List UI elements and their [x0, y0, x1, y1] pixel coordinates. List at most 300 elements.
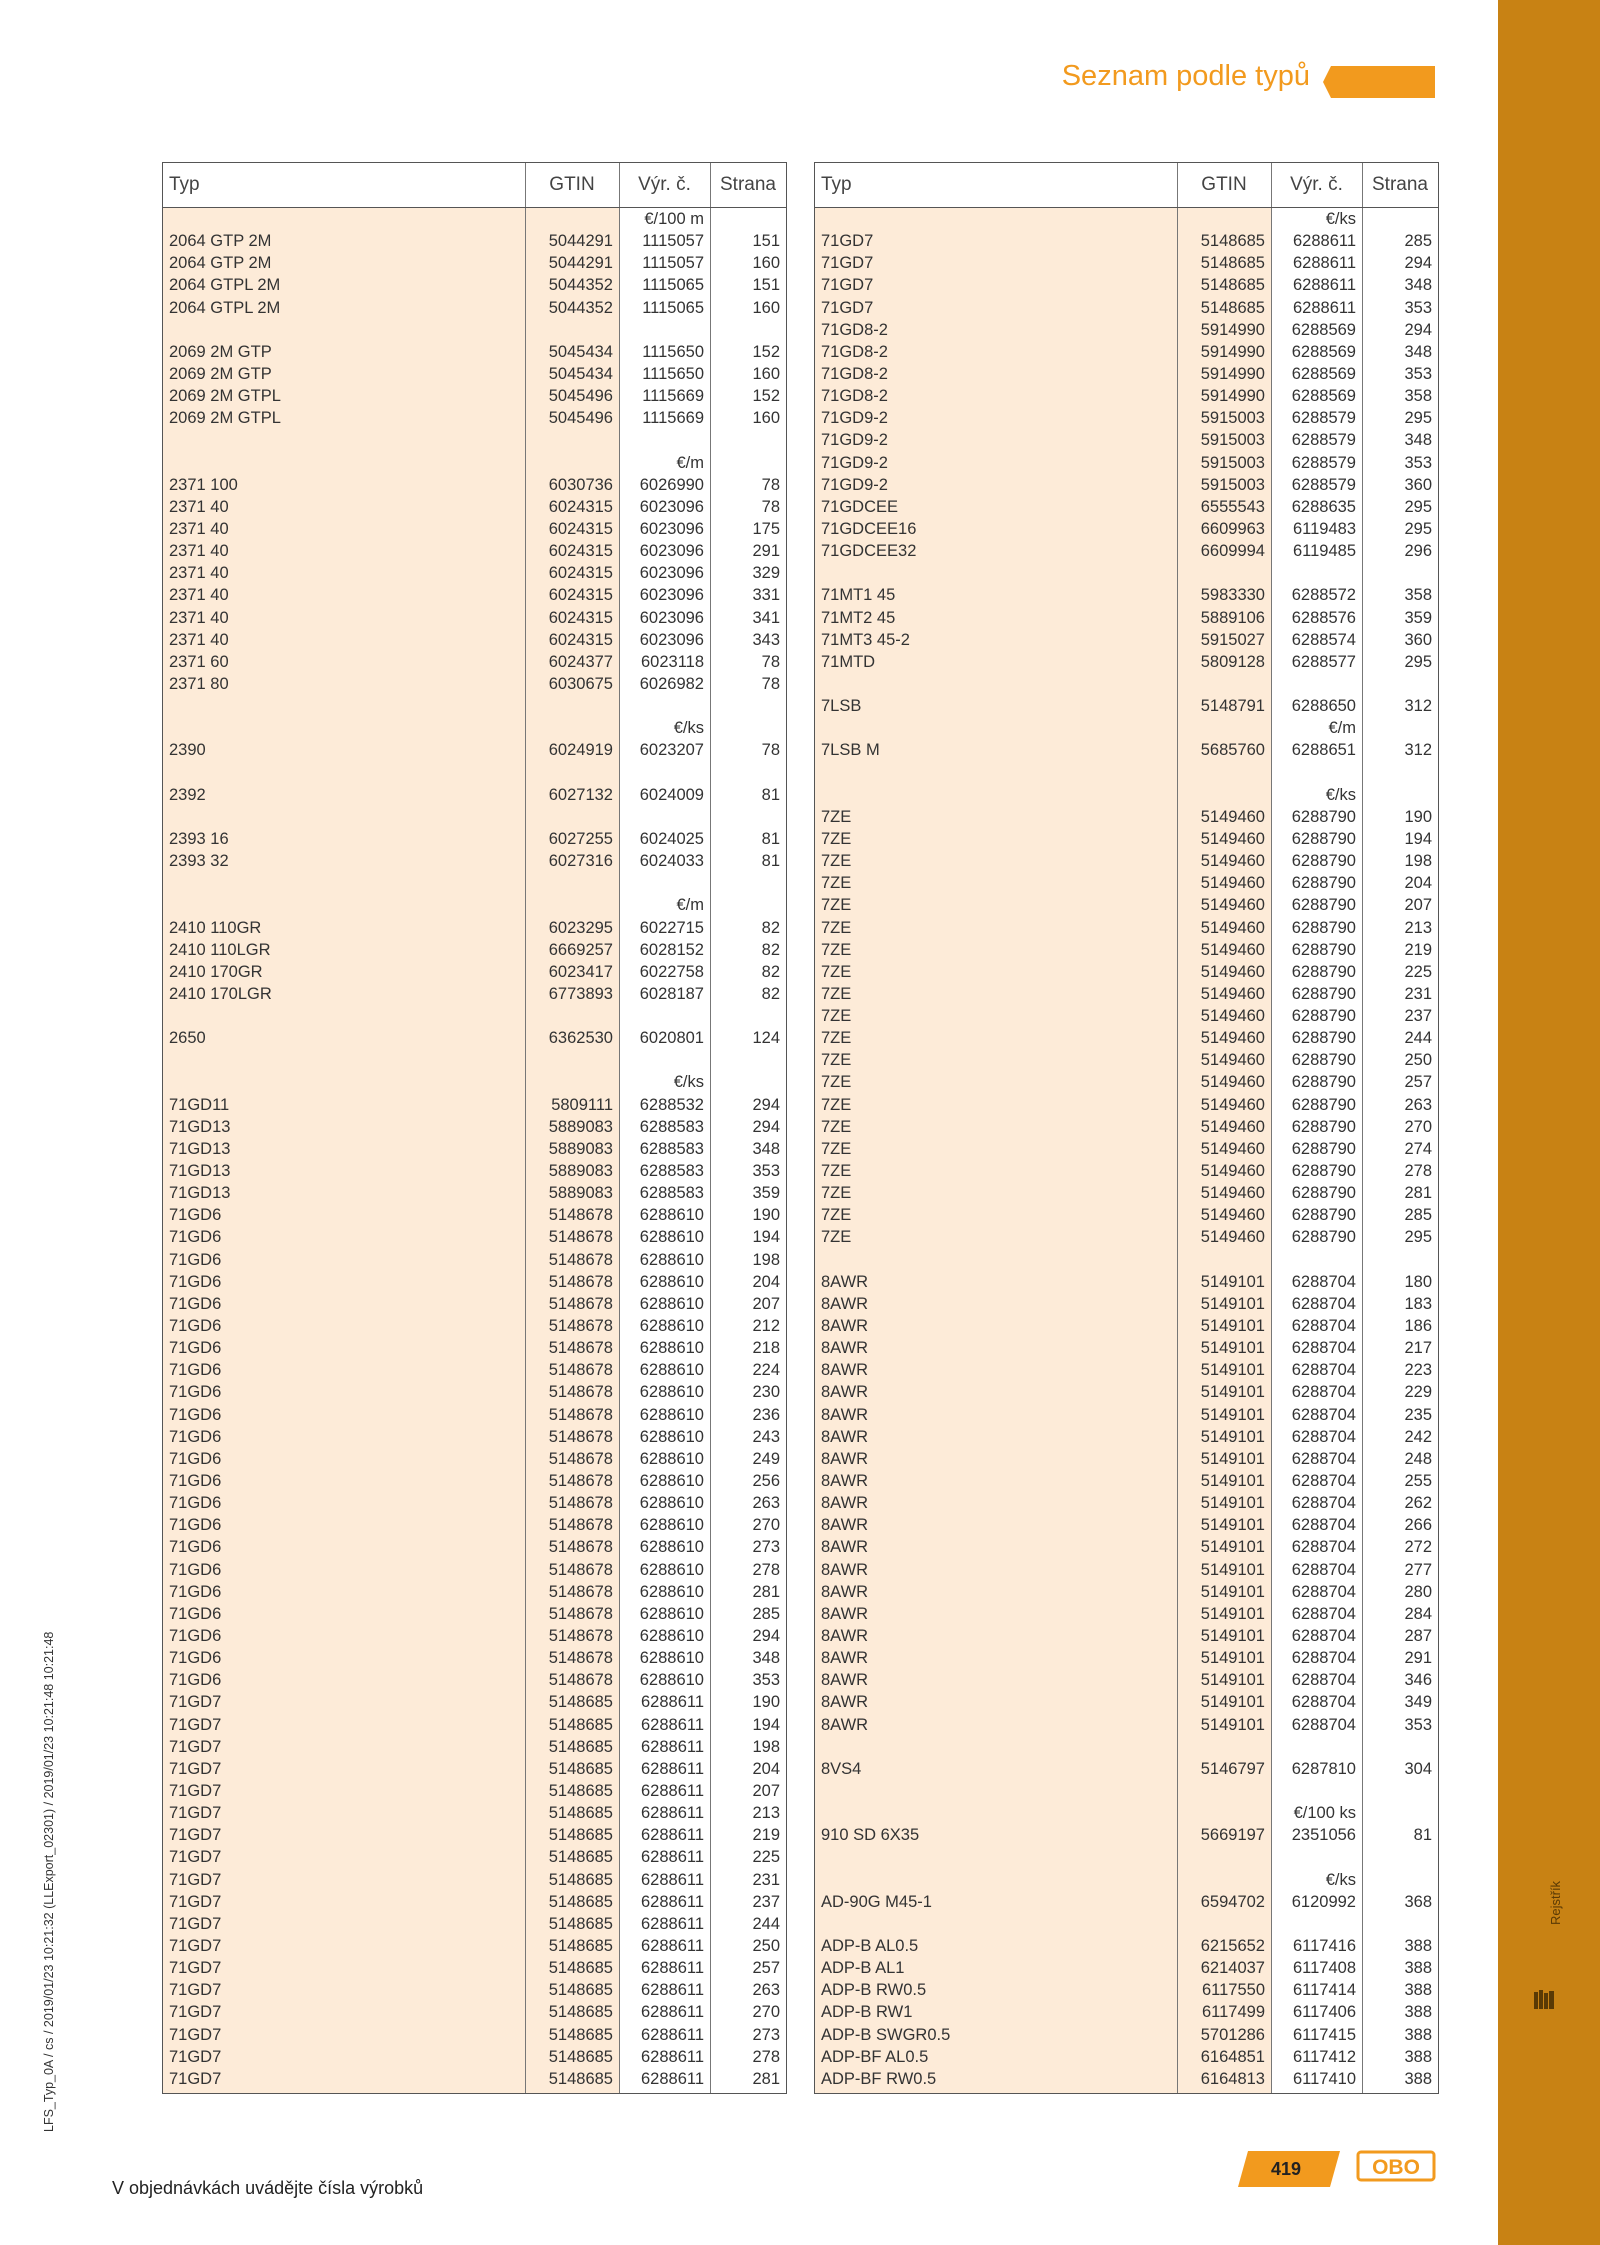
table-row: [815, 540, 1438, 562]
table-row: [163, 1780, 786, 1802]
cell-vyr: 6288704: [1291, 1449, 1356, 1468]
cell-type: 2410 110GR: [169, 918, 262, 937]
cell-type: 71GD7: [169, 1892, 222, 1911]
table-row: [163, 407, 786, 429]
table-row: [163, 1869, 786, 1891]
cell-type: 7ZE: [821, 1073, 852, 1092]
cell-vyr: 6288611: [1292, 276, 1356, 295]
cell-strana: 212: [752, 1317, 780, 1336]
table-row: [163, 1891, 786, 1913]
table-row: [163, 673, 786, 695]
cell-gtin: 5148678: [548, 1604, 613, 1623]
cell-vyr: 6288790: [1291, 1117, 1356, 1136]
cell-gtin: 5148685: [548, 1781, 613, 1800]
cell-type: 7ZE: [821, 1095, 852, 1114]
cell-strana: 160: [752, 409, 780, 428]
table-row: [163, 363, 786, 385]
cell-type: 7ZE: [821, 1029, 852, 1048]
table-row: [163, 1979, 786, 2001]
cell-strana: 160: [752, 254, 780, 273]
cell-gtin: 5149101: [1200, 1494, 1265, 1513]
cell-vyr: 6288704: [1291, 1538, 1356, 1557]
header-vyr-c: Výr. č.: [638, 174, 691, 195]
table-row: [815, 429, 1438, 451]
cell-strana: 152: [752, 342, 780, 361]
cell-gtin: 5149460: [1200, 940, 1265, 959]
table-row: [163, 1027, 786, 1049]
cell-vyr: 6288790: [1291, 1095, 1356, 1114]
cell-vyr: 6288610: [639, 1361, 704, 1380]
cell-strana: 250: [1404, 1051, 1432, 1070]
cell-type: 8AWR: [821, 1627, 869, 1645]
table-row: [163, 717, 786, 739]
cell-type: 71GD6: [169, 1494, 222, 1513]
cell-strana: 295: [1404, 497, 1432, 516]
cell-vyr: 6023096: [639, 497, 704, 516]
cell-strana: 295: [1404, 1228, 1432, 1247]
cell-vyr: 6288569: [1291, 342, 1356, 361]
table-row: [815, 1669, 1438, 1691]
cell-gtin: 5149460: [1200, 984, 1265, 1003]
cell-strana: 235: [1404, 1405, 1432, 1424]
table-row: [815, 1116, 1438, 1138]
cell-strana: 295: [1404, 519, 1432, 538]
cell-gtin: 6023417: [548, 962, 613, 981]
table-row: [163, 1824, 786, 1846]
cell-vyr: 6288610: [639, 1516, 704, 1535]
cell-strana: 190: [1404, 807, 1432, 826]
table-row: [815, 1293, 1438, 1315]
cell-vyr: 6117408: [1292, 1959, 1356, 1978]
cell-type: 7LSB: [821, 697, 862, 716]
cell-vyr: 6023096: [639, 608, 704, 627]
cell-strana: 180: [1404, 1272, 1432, 1291]
cell-gtin: 5149101: [1200, 1582, 1265, 1601]
cell-strana: 360: [1404, 630, 1432, 649]
cell-type: 8AWR: [821, 1693, 869, 1712]
cell-strana: 237: [752, 1892, 780, 1911]
table-row: [815, 1204, 1438, 1226]
cell-vyr: 6288583: [639, 1139, 704, 1158]
cell-type: 71GD6: [169, 1427, 222, 1446]
cell-vyr: 6288610: [639, 1250, 704, 1269]
cell-type: 2064 GTPL 2M: [169, 276, 281, 295]
cell-type: 8AWR: [821, 1494, 869, 1513]
cell-vyr: 6288790: [1291, 1162, 1356, 1181]
table-row: [163, 1138, 786, 1160]
cell-type: 71GD13: [169, 1139, 231, 1158]
cell-vyr: 6288704: [1291, 1627, 1356, 1645]
cell-strana: 270: [1404, 1117, 1432, 1136]
cell-strana: 160: [752, 364, 780, 383]
cell-gtin: 5148791: [1200, 697, 1265, 716]
cell-gtin: 5044352: [548, 298, 613, 317]
cell-gtin: 5149101: [1200, 1715, 1265, 1734]
cell-gtin: 5889083: [548, 1117, 613, 1136]
cell-vyr: 6020801: [639, 1029, 704, 1048]
cell-vyr: 6023096: [639, 564, 704, 583]
cell-vyr: 6022715: [639, 918, 704, 937]
cell-gtin: 5044352: [548, 276, 613, 295]
cell-type: 7ZE: [821, 1117, 852, 1136]
cell-vyr: 6288704: [1291, 1272, 1356, 1291]
cell-strana: 346: [1404, 1671, 1432, 1690]
cell-gtin: 5914990: [1200, 320, 1265, 339]
cell-strana: 348: [1404, 276, 1432, 295]
cell-vyr: 6288611: [640, 2025, 704, 2044]
cell-vyr: 6288611: [640, 1715, 704, 1734]
cell-type: 71GD6: [169, 1516, 222, 1535]
table-row: [163, 1182, 786, 1204]
cell-vyr: 6288704: [1291, 1560, 1356, 1579]
cell-strana: 213: [1404, 918, 1432, 937]
cell-strana: 81: [761, 785, 780, 804]
cell-gtin: 5148685: [548, 2025, 613, 2044]
cell-type: 71GD9-2: [821, 431, 888, 450]
cell-type: 2069 2M GTPL: [169, 409, 281, 428]
cell-gtin: 6362530: [548, 1029, 613, 1048]
cell-gtin: 6669257: [548, 940, 613, 959]
cell-gtin: 6214037: [1200, 1959, 1265, 1978]
cell-vyr: 6288611: [640, 1693, 704, 1712]
table-row: [163, 1249, 786, 1271]
cell-strana: 388: [1404, 2025, 1432, 2044]
cell-vyr: 6288610: [639, 1206, 704, 1225]
cell-strana: 255: [1404, 1472, 1432, 1491]
cell-strana: 263: [752, 1981, 780, 2000]
cell-gtin: 5148685: [548, 1759, 613, 1778]
cell-gtin: 5148685: [548, 1936, 613, 1955]
cell-gtin: 5149460: [1200, 807, 1265, 826]
cell-gtin: 5045496: [548, 387, 613, 406]
cell-strana: 256: [752, 1472, 780, 1491]
cell-gtin: 6555543: [1200, 497, 1265, 516]
cell-gtin: 6027255: [548, 829, 613, 848]
cell-vyr: 6288610: [639, 1472, 704, 1491]
cell-gtin: 5148678: [548, 1361, 613, 1380]
table-row: [163, 1160, 786, 1182]
table-row: [163, 939, 786, 961]
cell-vyr: 6288610: [639, 1294, 704, 1313]
table-row: [815, 2001, 1438, 2023]
cell-strana: 388: [1404, 2003, 1432, 2022]
table-row: [815, 1381, 1438, 1403]
cell-vyr: 6288610: [639, 1405, 704, 1424]
cell-type: 2410 170LGR: [169, 984, 272, 1003]
cell-strana: 296: [1404, 542, 1432, 561]
cell-gtin: 5148685: [548, 2069, 613, 2088]
table-row: [163, 2046, 786, 2068]
cell-type: 2371 40: [169, 542, 229, 561]
cell-gtin: 5149460: [1200, 874, 1265, 893]
cell-type: 8AWR: [821, 1472, 869, 1491]
table-row: [163, 1226, 786, 1248]
table-row: [163, 1669, 786, 1691]
table-row: [163, 607, 786, 629]
table-row: [163, 739, 786, 761]
cell-type: ADP-B AL1: [821, 1959, 905, 1978]
cell-gtin: 5149101: [1200, 1538, 1265, 1557]
cell-strana: 312: [1404, 697, 1432, 716]
cell-strana: 329: [752, 564, 780, 583]
cell-vyr: €/ks: [673, 719, 704, 738]
cell-vyr: 6288790: [1291, 1184, 1356, 1203]
cell-type: 7ZE: [821, 962, 852, 981]
cell-vyr: €/ks: [1325, 785, 1356, 804]
cell-type: 7ZE: [821, 874, 852, 893]
cell-gtin: 5148685: [548, 1693, 613, 1712]
cell-vyr: 6117415: [1292, 2025, 1356, 2044]
table-row: [815, 1249, 1438, 1271]
cell-strana: 274: [1404, 1139, 1432, 1158]
table-row: [163, 2024, 786, 2046]
cell-gtin: 5149460: [1200, 1162, 1265, 1181]
table-row: [163, 518, 786, 540]
cell-vyr: 6288611: [640, 1870, 704, 1889]
cell-strana: 231: [1404, 984, 1432, 1003]
table-row: [163, 1049, 786, 1071]
cell-type: 7ZE: [821, 896, 852, 915]
table-body: [163, 208, 786, 2090]
cell-vyr: 6288790: [1291, 1139, 1356, 1158]
cell-vyr: 6288610: [639, 1228, 704, 1247]
cell-type: 8AWR: [821, 1339, 869, 1358]
cell-gtin: 5045496: [548, 409, 613, 428]
cell-gtin: 5148678: [548, 1405, 613, 1424]
table-row: [815, 230, 1438, 252]
cell-vyr: €/m: [1328, 719, 1356, 738]
cell-type: 2064 GTP 2M: [169, 254, 272, 273]
cell-type: 8AWR: [821, 1538, 869, 1557]
cell-vyr: 6288611: [640, 2047, 704, 2066]
cell-strana: 219: [1404, 940, 1432, 959]
cell-vyr: 6026982: [639, 674, 704, 693]
cell-vyr: 6288704: [1291, 1604, 1356, 1623]
cell-type: 2393 16: [169, 829, 229, 848]
cell-gtin: 5148678: [548, 1582, 613, 1601]
table-row: [815, 584, 1438, 606]
cell-gtin: 6024315: [548, 564, 613, 583]
cell-type: 71GD7: [169, 1826, 222, 1845]
cell-strana: 294: [752, 1095, 780, 1114]
cell-strana: 285: [1404, 1206, 1432, 1225]
cell-type: 8AWR: [821, 1294, 869, 1313]
cell-vyr: 6287810: [1291, 1759, 1356, 1778]
table-row: [815, 1691, 1438, 1713]
table-row: [815, 1271, 1438, 1293]
header-typ: Typ: [169, 174, 200, 195]
table-row: [815, 363, 1438, 385]
cell-strana: 207: [752, 1781, 780, 1800]
cell-vyr: 1115065: [642, 276, 704, 295]
cell-vyr: 6288790: [1291, 1029, 1356, 1048]
cell-type: 7ZE: [821, 1007, 852, 1026]
sidebar-label[interactable]: Rejstřík: [1548, 1880, 1563, 1925]
cell-gtin: 6030675: [548, 674, 613, 693]
cell-strana: 230: [752, 1383, 780, 1402]
cell-strana: 194: [752, 1228, 780, 1247]
cell-type: 71GD8-2: [821, 342, 888, 361]
table-row: [163, 1691, 786, 1713]
cell-vyr: 6288790: [1291, 918, 1356, 937]
table-row: [163, 872, 786, 894]
cell-vyr: 6288611: [640, 1936, 704, 1955]
cell-gtin: 5149460: [1200, 1051, 1265, 1070]
table-row: [815, 1846, 1438, 1868]
table-row: [163, 1470, 786, 1492]
cell-gtin: 5148678: [548, 1560, 613, 1579]
table-row: [815, 1603, 1438, 1625]
cell-vyr: 6288611: [640, 1914, 704, 1933]
cell-vyr: 6288704: [1291, 1582, 1356, 1601]
cell-vyr: 1115669: [642, 387, 704, 406]
cell-strana: 224: [752, 1361, 780, 1380]
page-number: 419: [1270, 2159, 1302, 2179]
cell-strana: 368: [1404, 1892, 1432, 1911]
cell-strana: 353: [752, 1671, 780, 1690]
cell-type: 2410 170GR: [169, 962, 263, 981]
table-row: [163, 1846, 786, 1868]
table-row: [163, 695, 786, 717]
cell-type: 8AWR: [821, 1272, 869, 1291]
cell-vyr: 6288611: [640, 1759, 704, 1778]
cell-gtin: 5889083: [548, 1139, 613, 1158]
cell-strana: 353: [1404, 453, 1432, 472]
cell-type: ADP-BF RW0.5: [821, 2069, 937, 2088]
cell-type: 7ZE: [821, 1184, 852, 1203]
cell-strana: 349: [1404, 1693, 1432, 1712]
cell-vyr: €/ks: [1325, 1870, 1356, 1889]
cell-type: 71GD6: [169, 1449, 222, 1468]
cell-type: 71GD7: [821, 298, 874, 317]
table-row: [815, 1802, 1438, 1824]
cell-strana: 272: [1404, 1538, 1432, 1557]
cell-gtin: 6030736: [548, 475, 613, 494]
cell-gtin: 5149460: [1200, 1029, 1265, 1048]
cell-type: 71GD7: [169, 1848, 222, 1867]
cell-vyr: 6117410: [1292, 2069, 1356, 2088]
cell-strana: 270: [752, 2003, 780, 2022]
cell-type: 8AWR: [821, 1383, 869, 1402]
cell-type: 71GD8-2: [821, 320, 888, 339]
table-row: [163, 1625, 786, 1647]
cell-gtin: 5149101: [1200, 1317, 1265, 1336]
cell-gtin: 6024919: [548, 741, 613, 760]
cell-gtin: 6024315: [548, 542, 613, 561]
cell-vyr: 6288790: [1291, 807, 1356, 826]
cell-vyr: 6288704: [1291, 1472, 1356, 1491]
cell-vyr: 6288704: [1291, 1715, 1356, 1734]
cell-strana: 281: [752, 2069, 780, 2088]
cell-gtin: 5149101: [1200, 1560, 1265, 1579]
cell-gtin: 5149101: [1200, 1427, 1265, 1446]
cell-type: ADP-B SWGR0.5: [821, 2025, 951, 2044]
table-row: [815, 1071, 1438, 1093]
cell-gtin: 5149101: [1200, 1627, 1265, 1645]
cell-strana: 198: [752, 1250, 780, 1269]
cell-strana: 152: [752, 387, 780, 406]
table-row: [163, 540, 786, 562]
cell-gtin: 6024315: [548, 497, 613, 516]
cell-type: 71GD6: [169, 1671, 222, 1690]
cell-vyr: 6288577: [1291, 652, 1356, 671]
table-row: [163, 1913, 786, 1935]
table-row: [163, 1647, 786, 1669]
cell-vyr: 6024025: [639, 829, 704, 848]
table-row: [815, 2068, 1438, 2090]
cell-type: 8AWR: [821, 1361, 869, 1380]
cell-gtin: 5148678: [548, 1272, 613, 1291]
cell-vyr: 6288611: [640, 1959, 704, 1978]
cell-gtin: 5149101: [1200, 1449, 1265, 1468]
cell-gtin: 5149101: [1200, 1604, 1265, 1623]
cell-type: 7LSB M: [821, 741, 880, 760]
cell-vyr: 2351056: [1291, 1826, 1356, 1845]
cell-vyr: 6288790: [1291, 1073, 1356, 1092]
table-row: [815, 1359, 1438, 1381]
cell-type: 7ZE: [821, 1162, 852, 1181]
cell-gtin: 5148678: [548, 1671, 613, 1690]
cell-strana: 160: [752, 298, 780, 317]
table-row: [163, 1448, 786, 1470]
cell-gtin: 5669197: [1200, 1826, 1265, 1845]
table-row: [815, 1027, 1438, 1049]
cell-vyr: 6288790: [1291, 852, 1356, 871]
cell-strana: 291: [752, 542, 780, 561]
cell-type: 71GD13: [169, 1184, 231, 1203]
cell-vyr: 6288790: [1291, 874, 1356, 893]
cell-strana: 190: [752, 1693, 780, 1712]
cell-strana: 213: [752, 1804, 780, 1823]
cell-strana: 81: [761, 852, 780, 871]
cell-type: 2371 60: [169, 652, 229, 671]
cell-gtin: 5149460: [1200, 852, 1265, 871]
cell-strana: 82: [761, 984, 780, 1003]
header-vyr-c: Výr. č.: [1290, 174, 1343, 195]
header-tab-marker: [1323, 66, 1435, 98]
table-row: [163, 828, 786, 850]
cell-vyr: 6288610: [639, 1649, 704, 1668]
cell-type: 2393 32: [169, 852, 229, 871]
cell-gtin: 5148678: [548, 1494, 613, 1513]
cell-vyr: 6119485: [1292, 542, 1356, 561]
cell-type: 71GD7: [169, 1781, 222, 1800]
table-row: [815, 1005, 1438, 1027]
cell-gtin: 6024315: [548, 519, 613, 538]
cell-strana: 262: [1404, 1494, 1432, 1513]
cell-strana: 348: [1404, 342, 1432, 361]
table-row: [163, 1293, 786, 1315]
cell-strana: 198: [1404, 852, 1432, 871]
cell-type: 2371 40: [169, 564, 229, 583]
table-header: [815, 163, 1438, 208]
cell-vyr: 6028187: [639, 984, 704, 1003]
table-row: [815, 673, 1438, 695]
cell-gtin: 5701286: [1200, 2025, 1265, 2044]
cell-type: 71MTD: [821, 652, 876, 671]
cell-type: 8AWR: [821, 1449, 869, 1468]
header-strana: Strana: [1372, 174, 1428, 195]
cell-gtin: 5148685: [548, 1826, 613, 1845]
cell-strana: 223: [1404, 1361, 1432, 1380]
obo-logo: [1356, 2150, 1436, 2182]
cell-strana: 194: [1404, 829, 1432, 848]
table-row: [815, 607, 1438, 629]
cell-gtin: 6024315: [548, 608, 613, 627]
cell-type: 71GD7: [169, 2025, 222, 2044]
cell-strana: 358: [1404, 387, 1432, 406]
cell-gtin: 6609994: [1200, 542, 1265, 561]
